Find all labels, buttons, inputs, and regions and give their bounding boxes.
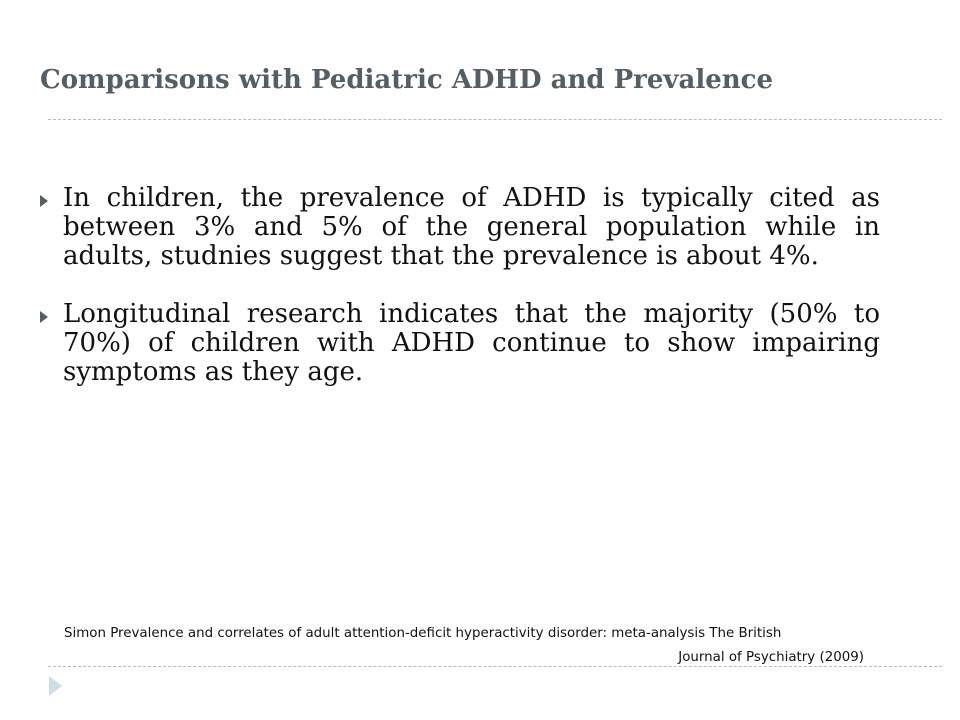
bullet-text: In children, the prevalence of ADHD is typically cited as between 3% and 5% of the general population while in adults, studnies suggest that the prevalence is about 4%. (63, 183, 880, 271)
bullet-text: Longitudinal research indicates that the majority (50% to 70%) of children with ADHD continue to show impairing symptoms as they age. (63, 299, 880, 387)
citation-line: Journal of Psychiatry (2009) (678, 650, 864, 665)
bullet-item-longitudinal (40, 300, 880, 387)
triangle-bullet-icon (40, 311, 48, 323)
citation-line: Simon Prevalence and correlates of adult attention-deficit hyperactivity disorder: meta-analysis The British (64, 626, 782, 641)
citation (64, 622, 864, 670)
bullet-item-prevalence (40, 184, 880, 271)
bullet-list (40, 184, 880, 416)
slide-title: Comparisons with Pediatric ADHD and Prevalence (40, 65, 774, 95)
title-divider (48, 119, 942, 120)
footer-divider (48, 666, 942, 667)
triangle-bullet-icon (40, 195, 48, 207)
triangle-marker-icon (49, 676, 62, 696)
